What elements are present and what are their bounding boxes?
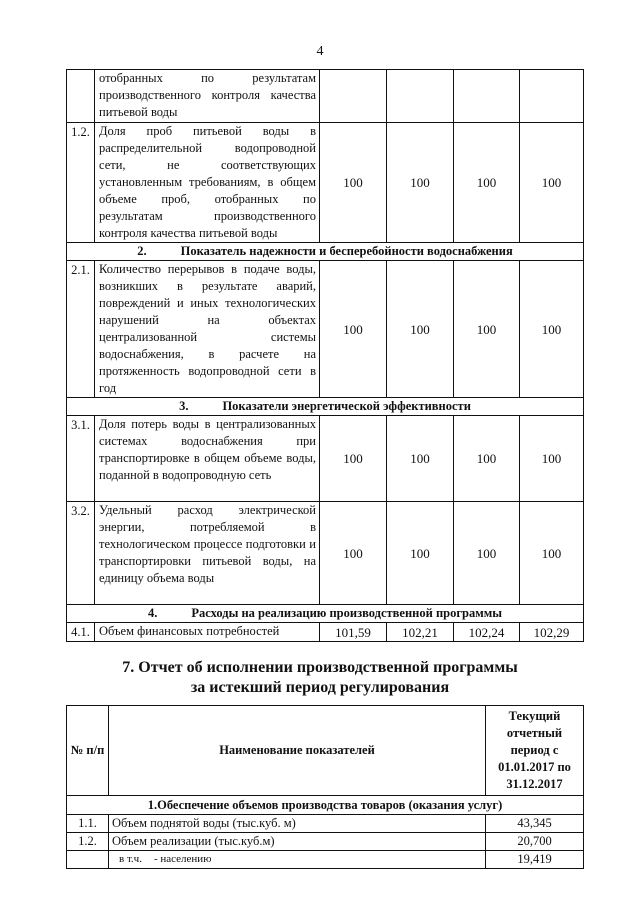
value-cell: 101,59 xyxy=(320,623,387,642)
value-cell xyxy=(387,70,454,123)
row-number: 3.1. xyxy=(67,416,95,502)
value-cell: 100 xyxy=(454,261,520,398)
section-header: 1.Обеспечение объемов производства товаров (оказания услуг) xyxy=(67,796,584,815)
page-number: 4 xyxy=(316,44,324,59)
table-row xyxy=(67,70,584,123)
value-cell: 100 xyxy=(454,123,520,243)
section-header xyxy=(67,243,584,261)
value-cell: 100 xyxy=(454,416,520,502)
value-cell xyxy=(520,70,584,123)
row-number: 1.2. xyxy=(67,833,109,851)
table-row xyxy=(67,623,584,642)
section-title: Показатели энергетической эффективности xyxy=(222,399,471,413)
heading-line-1: 7. Отчет об исполнении производственной программы xyxy=(122,659,518,676)
column-header-number: № п/п xyxy=(67,706,109,796)
value-cell: 100 xyxy=(320,416,387,502)
table-row xyxy=(67,123,584,243)
value-cell: 100 xyxy=(320,261,387,398)
column-header-name: Наименование показателей xyxy=(109,706,486,796)
value-cell: 100 xyxy=(387,502,454,605)
value-cell: 102,24 xyxy=(454,623,520,642)
value-cell: 100 xyxy=(520,502,584,605)
section-header xyxy=(67,398,584,416)
value-cell: 100 xyxy=(387,261,454,398)
table-row xyxy=(67,502,584,605)
value-cell: 100 xyxy=(520,261,584,398)
row-number: 4.1. xyxy=(67,623,95,642)
section-heading xyxy=(0,658,640,698)
row-number: 1.1. xyxy=(67,815,109,833)
row-number: 2.1. xyxy=(67,261,95,398)
indicator-name: Удельный расход электрической энергии, потребляемой в технологическом процессе подготовки и транспортировки питьевой воды, на единицу объема воды xyxy=(95,502,320,605)
value-cell: 100 xyxy=(387,123,454,243)
table-row xyxy=(67,851,584,869)
section-row xyxy=(67,243,584,261)
indicator-name: Объем поднятой воды (тыс.куб. м) xyxy=(109,815,486,833)
table-row xyxy=(67,815,584,833)
indicator-name: Объем реализации (тыс.куб.м) xyxy=(109,833,486,851)
indicator-sub-name xyxy=(109,851,486,869)
section-row xyxy=(67,796,584,815)
table-row xyxy=(67,833,584,851)
indicator-name: Доля потерь воды в централизованных системах водоснабжения при транспортировке в общем объеме воды, поданной в водопроводную сеть xyxy=(95,416,320,502)
row-number xyxy=(67,70,95,123)
indicator-name: Количество перерывов в подаче воды, возникших в результате аварий, повреждений и иных технологических нарушений на объектах централизованной системы водоснабжения, в расчете на протяженность водопроводной сети в год xyxy=(95,261,320,398)
report-table xyxy=(66,705,584,869)
indicators-table xyxy=(66,69,584,642)
value-cell: 100 xyxy=(520,416,584,502)
section-number: 3. xyxy=(179,399,189,413)
section-number: 2. xyxy=(137,244,147,258)
section-row xyxy=(67,398,584,416)
section-title: Показатель надежности и бесперебойности водоснабжения xyxy=(180,244,513,258)
value-cell: 100 xyxy=(454,502,520,605)
value-cell: 102,21 xyxy=(387,623,454,642)
table-row xyxy=(67,416,584,502)
row-number: 1.2. xyxy=(67,123,95,243)
section-row xyxy=(67,605,584,623)
indicator-name: Объем финансовых потребностей xyxy=(95,623,320,642)
indicator-name: Доля проб питьевой воды в распределительной водопроводной сети, не соответствующих установленным требованиям, в общем объеме проб, отобранных по результатам производственного контроля качества питьевой воды xyxy=(95,123,320,243)
value-cell: 100 xyxy=(320,502,387,605)
value-cell xyxy=(320,70,387,123)
value-cell: 102,29 xyxy=(520,623,584,642)
table-row xyxy=(67,261,584,398)
column-header-period: Текущий отчетный период с 01.01.2017 по 31.12.2017 xyxy=(486,706,584,796)
value-cell: 100 xyxy=(320,123,387,243)
value-cell: 100 xyxy=(387,416,454,502)
sub-prefix: в т.ч. xyxy=(119,853,142,865)
section-number: 4. xyxy=(147,606,158,620)
value-cell: 19,419 xyxy=(486,851,584,869)
value-cell: 20,700 xyxy=(486,833,584,851)
row-number xyxy=(67,851,109,869)
table-header-row xyxy=(67,706,584,796)
value-cell: 100 xyxy=(520,123,584,243)
section-header xyxy=(67,605,584,623)
value-cell xyxy=(454,70,520,123)
heading-line-2: за истекший период регулирования xyxy=(190,679,450,696)
value-cell: 43,345 xyxy=(486,815,584,833)
section-title: Расходы на реализацию производственной программы xyxy=(191,606,503,620)
sub-label: - населению xyxy=(153,853,212,865)
row-number: 3.2. xyxy=(67,502,95,605)
indicator-name: отобранных по результатам производственного контроля качества питьевой воды xyxy=(95,70,320,123)
